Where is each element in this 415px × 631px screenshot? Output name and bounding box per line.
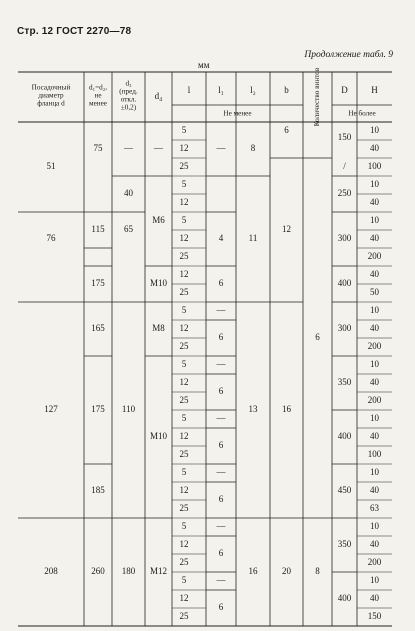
header-d4: d₄	[154, 91, 163, 102]
cell-H: 10	[370, 521, 379, 532]
cell-d1: 75	[93, 143, 103, 154]
header-l: l	[187, 85, 191, 96]
cell-d4: M8	[152, 323, 165, 334]
continuation-label: Продолжение табл. 9	[304, 50, 393, 60]
cell-H: 10	[370, 215, 379, 226]
cell-l: 12	[179, 233, 189, 244]
cell-l: 12	[179, 143, 189, 154]
cell-l1: 6	[218, 278, 224, 289]
cell-l: 12	[179, 539, 189, 550]
cell-l1: —	[216, 521, 226, 532]
cell-l: 5	[181, 575, 187, 586]
cell-H: 200	[367, 341, 382, 352]
cell-l1: 6	[218, 332, 224, 343]
cell-H: 40	[370, 431, 379, 442]
cell-H: 200	[367, 395, 382, 406]
cell-l1: 6	[218, 548, 224, 559]
cell-H: 50	[370, 287, 379, 298]
cell-l1: 6	[218, 602, 224, 613]
cell-H: 10	[370, 359, 379, 370]
cell-b: 6	[284, 125, 289, 136]
cell-H: 40	[370, 593, 379, 604]
cell-d1: 175	[91, 404, 105, 415]
header-H: H	[371, 85, 378, 96]
cell-l: 25	[179, 251, 189, 262]
header-d3: откл.	[120, 95, 137, 104]
cell-H: 10	[370, 305, 379, 316]
cell-H: 40	[370, 269, 379, 280]
cell-H: 40	[370, 539, 379, 550]
cell-D: 400	[337, 431, 352, 442]
cell-b: 12	[282, 224, 291, 235]
cell-H: 40	[370, 485, 379, 496]
cell-H: 10	[370, 467, 379, 478]
cell-H: 40	[370, 197, 379, 208]
cell-H: 10	[370, 125, 379, 136]
cell-l1: —	[216, 305, 226, 316]
cell-H: 40	[370, 377, 379, 388]
cell-d1: 175	[91, 278, 105, 289]
cell-H: 10	[370, 179, 379, 190]
header-d1: d₁=d₂,	[88, 83, 108, 92]
header-l2: l₂	[250, 85, 256, 96]
cell-l1: —	[216, 467, 226, 478]
cell-d1: 185	[91, 485, 105, 496]
cell-d1: 115	[91, 224, 105, 235]
cell-l: 12	[179, 197, 189, 208]
cell-screws: 6	[315, 332, 320, 343]
header-d: диаметр	[38, 91, 64, 100]
cell-l1: —	[216, 143, 226, 154]
cell-b: 16	[282, 404, 291, 415]
subheader-max: Не более	[348, 109, 376, 118]
cell-l2: 16	[248, 566, 258, 577]
cell-l: 25	[179, 287, 189, 298]
header-d1: менее	[89, 99, 107, 108]
cell-l2: 8	[250, 143, 256, 154]
cell-d4: M12	[149, 566, 168, 577]
cell-H: 40	[370, 233, 379, 244]
header-d3: d₃	[125, 79, 132, 88]
cell-d4: M6	[152, 215, 165, 226]
cell-d3: 110	[121, 404, 136, 415]
cell-l1: —	[216, 575, 226, 586]
cell-l1: 6	[218, 494, 224, 505]
header-d3: ±0,2)	[120, 103, 137, 112]
cell-l: 12	[179, 431, 189, 442]
header-d: фланца d	[37, 99, 65, 108]
cell-H: 63	[370, 503, 379, 514]
header-d3: (пред.	[119, 87, 138, 96]
cell-l2: 11	[248, 233, 258, 244]
cell-d: 208	[44, 566, 58, 577]
header-d: Посадочный	[31, 83, 71, 92]
cell-d: 127	[44, 404, 58, 415]
cell-D: 400	[337, 593, 352, 604]
cell-l: 5	[181, 305, 187, 316]
cell-l: 5	[181, 179, 187, 190]
subheader-min: Не менее	[223, 109, 252, 118]
page-header: Стр. 12 ГОСТ 2270—78	[17, 26, 132, 37]
cell-l: 5	[181, 125, 187, 136]
cell-H: 10	[370, 575, 379, 586]
header-d1: не	[94, 91, 102, 100]
cell-l: 25	[179, 611, 189, 622]
cell-l: 5	[181, 359, 187, 370]
header-b: b	[284, 85, 289, 96]
cell-D: 350	[337, 377, 352, 388]
cell-d3: 40	[124, 188, 133, 199]
cell-D: 300	[337, 233, 352, 244]
cell-l: 12	[179, 323, 189, 334]
cell-d1: 165	[91, 323, 105, 334]
cell-d1: 260	[91, 566, 105, 577]
cell-b: 20	[282, 566, 291, 577]
cell-H: 200	[367, 251, 382, 262]
cell-d4: M10	[149, 431, 168, 442]
cell-D: 450	[337, 485, 352, 496]
cell-d3: 180	[121, 566, 136, 577]
cell-H: 100	[367, 161, 382, 172]
cell-l: 12	[179, 269, 189, 280]
header-l1: l₁	[218, 85, 224, 96]
cell-l: 12	[179, 593, 189, 604]
cell-D: 150	[337, 132, 352, 143]
cell-d: 76	[46, 233, 56, 244]
cell-l1: —	[216, 413, 226, 424]
header-D: D	[341, 85, 348, 96]
cell-H: 150	[367, 611, 382, 622]
cell-screws: 8	[315, 566, 320, 577]
cell-H: 40	[370, 323, 379, 334]
cell-H: 40	[370, 143, 379, 154]
cell-l: 25	[179, 341, 189, 352]
cell-l: 25	[179, 503, 189, 514]
cell-l: 5	[181, 413, 187, 424]
cell-l: 12	[179, 485, 189, 496]
cell-d3: 65	[124, 224, 133, 235]
cell-l1: 6	[218, 440, 224, 451]
cell-l: 5	[181, 521, 187, 532]
cell-D: /	[343, 161, 346, 172]
cell-D: 350	[337, 539, 352, 550]
cell-D: 250	[337, 188, 352, 199]
cell-d4: M10	[149, 278, 168, 289]
cell-l: 25	[179, 161, 189, 172]
cell-l: 12	[179, 377, 189, 388]
cell-D: 300	[337, 323, 352, 334]
cell-H: 200	[367, 557, 382, 568]
cell-d3: —	[124, 143, 133, 154]
cell-l: 5	[181, 467, 187, 478]
cell-H: 10	[370, 413, 379, 424]
cell-l: 25	[179, 395, 189, 406]
cell-l1: 6	[218, 386, 224, 397]
cell-d: 51	[46, 161, 56, 172]
cell-D: 400	[337, 278, 352, 289]
cell-l: 25	[179, 449, 189, 460]
cell-d4: —	[154, 143, 163, 154]
cell-l1: —	[216, 359, 226, 370]
cell-l2: 13	[248, 404, 258, 415]
header-screw-count: Количество винтов	[313, 67, 322, 127]
cell-H: 100	[367, 449, 382, 460]
cell-l: 5	[181, 215, 187, 226]
cell-l1: 4	[218, 233, 224, 244]
units-label: мм	[198, 60, 210, 70]
cell-l: 25	[179, 557, 189, 568]
